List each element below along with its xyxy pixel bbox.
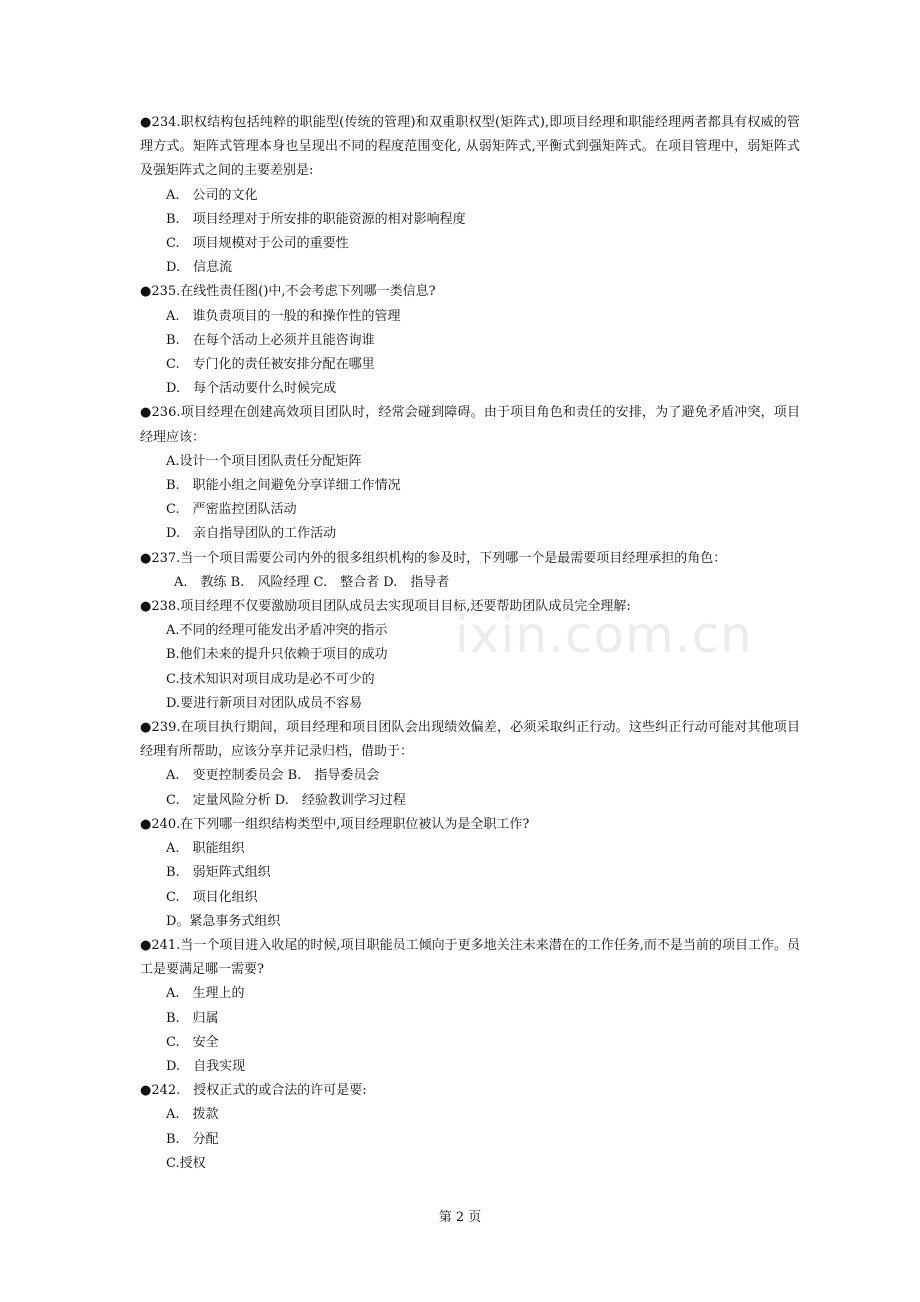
answer-option: B. 归属 — [166, 1010, 219, 1026]
answer-option: A. 变更控制委员会 B. 指导委员会 — [166, 768, 380, 784]
answer-option: C. 严密监控团队活动 — [166, 502, 297, 518]
answer-option: D.要进行新项目对团队成员不容易 — [166, 695, 363, 711]
question-text: ●242. 授权正式的或合法的许可是要: — [140, 1083, 367, 1099]
question-text: ●234.职权结构包括纯粹的职能型(传统的管理)和双重职权型(矩阵式),即项目经理和职能经理两者都具有权威的管理方式。矩阵式管理本身也呈现出不同的程度范围变化, 从弱矩阵式,平衡式到强矩阵式。在项目管理中，弱矩阵式及强矩阵式之间的主要差别是: — [140, 115, 800, 179]
answer-option: D. 自我实现 — [166, 1058, 246, 1074]
question-text: ●238.项目经理不仅要激励项目团队成员去实现项目目标,还要帮助团队成员完全理解: — [140, 599, 631, 615]
answer-option: A. 拨款 — [166, 1107, 219, 1123]
question-block — [140, 401, 800, 546]
answer-option: A. 职能组织 — [166, 841, 245, 857]
question-block — [140, 716, 800, 813]
question-text: ●241.当一个项目进入收尾的时候,项目职能员工倾向于更多地关注未来潜在的工作任务,而不是当前的项目工作。员工是要满足哪一需要? — [140, 937, 800, 978]
question-block — [140, 934, 800, 1079]
answer-option: C.授权 — [166, 1155, 206, 1171]
answer-option: C.技术知识对项目成功是必不可少的 — [166, 671, 375, 687]
answer-option: A.设计一个项目团队责任分配矩阵 — [166, 453, 362, 469]
watermark: ixin.com.cn — [455, 606, 753, 664]
answer-option: C. 专门化的责任被安排分配在哪里 — [166, 357, 375, 373]
answer-option: C. 安全 — [166, 1034, 219, 1050]
answer-option: C. 项目规模对于公司的重要性 — [166, 236, 349, 252]
page-number: 第 2 页 — [438, 1210, 482, 1225]
question-block — [140, 813, 800, 934]
answer-option: D. 每个活动要什么时候完成 — [166, 381, 337, 397]
answer-option: B.他们未来的提升只依赖于项目的成功 — [166, 647, 388, 663]
answer-option: A. 公司的文化 — [166, 187, 258, 203]
answer-option: C. 项目化组织 — [166, 889, 258, 905]
question-block — [140, 280, 800, 401]
answer-option: D. 亲自指导团队的工作活动 — [166, 526, 337, 542]
question-block — [140, 111, 800, 280]
question-block — [140, 547, 800, 595]
question-text: ●240.在下列哪一组织结构类型中,项目经理职位被认为是全职工作? — [140, 816, 530, 832]
answer-options-inline: A. 教练 B. 风险经理 C. 整合者 D. 指导者 — [174, 574, 450, 590]
answer-option: B. 弱矩阵式组织 — [166, 865, 271, 881]
question-text: ●239.在项目执行期间，项目经理和项目团队会出现绩效偏差，必须采取纠正行动。这些纠正行动可能对其他项目经理有所帮助，应该分享并记录归档，借助于： — [140, 720, 800, 760]
question-block — [140, 595, 800, 716]
question-text: ●235.在线性责任图()中,不会考虑下列哪一类信息? — [140, 284, 436, 300]
answer-option: B. 职能小组之间避免分享详细工作情况 — [166, 478, 401, 494]
question-text: ●236.项目经理在创建高效项目团队时，经常会碰到障碍。由于项目角色和责任的安排，为了避免矛盾冲突，项目经理应该： — [140, 405, 800, 445]
answer-option: A. 谁负责项目的一般的和操作性的管理 — [166, 308, 401, 324]
question-list — [140, 111, 800, 1176]
answer-option: D. 信息流 — [166, 260, 233, 276]
answer-option: B. 分配 — [166, 1131, 219, 1147]
answer-option: B. 项目经理对于所安排的职能资源的相对影响程度 — [166, 211, 466, 227]
answer-option: B. 在每个活动上必须并且能咨询谁 — [166, 332, 375, 348]
answer-option: A. 生理上的 — [166, 986, 245, 1002]
answer-option: C. 定量风险分析 D. 经验教训学习过程 — [166, 792, 406, 808]
answer-option: A.不同的经理可能发出矛盾冲突的指示 — [166, 623, 388, 639]
question-block — [140, 1079, 800, 1176]
question-text: ●237.当一个项目需要公司内外的很多组织机构的参及时，下列哪一个是最需要项目经理承担的角色： — [140, 550, 727, 566]
answer-option: D。紧急事务式组织 — [166, 913, 281, 929]
